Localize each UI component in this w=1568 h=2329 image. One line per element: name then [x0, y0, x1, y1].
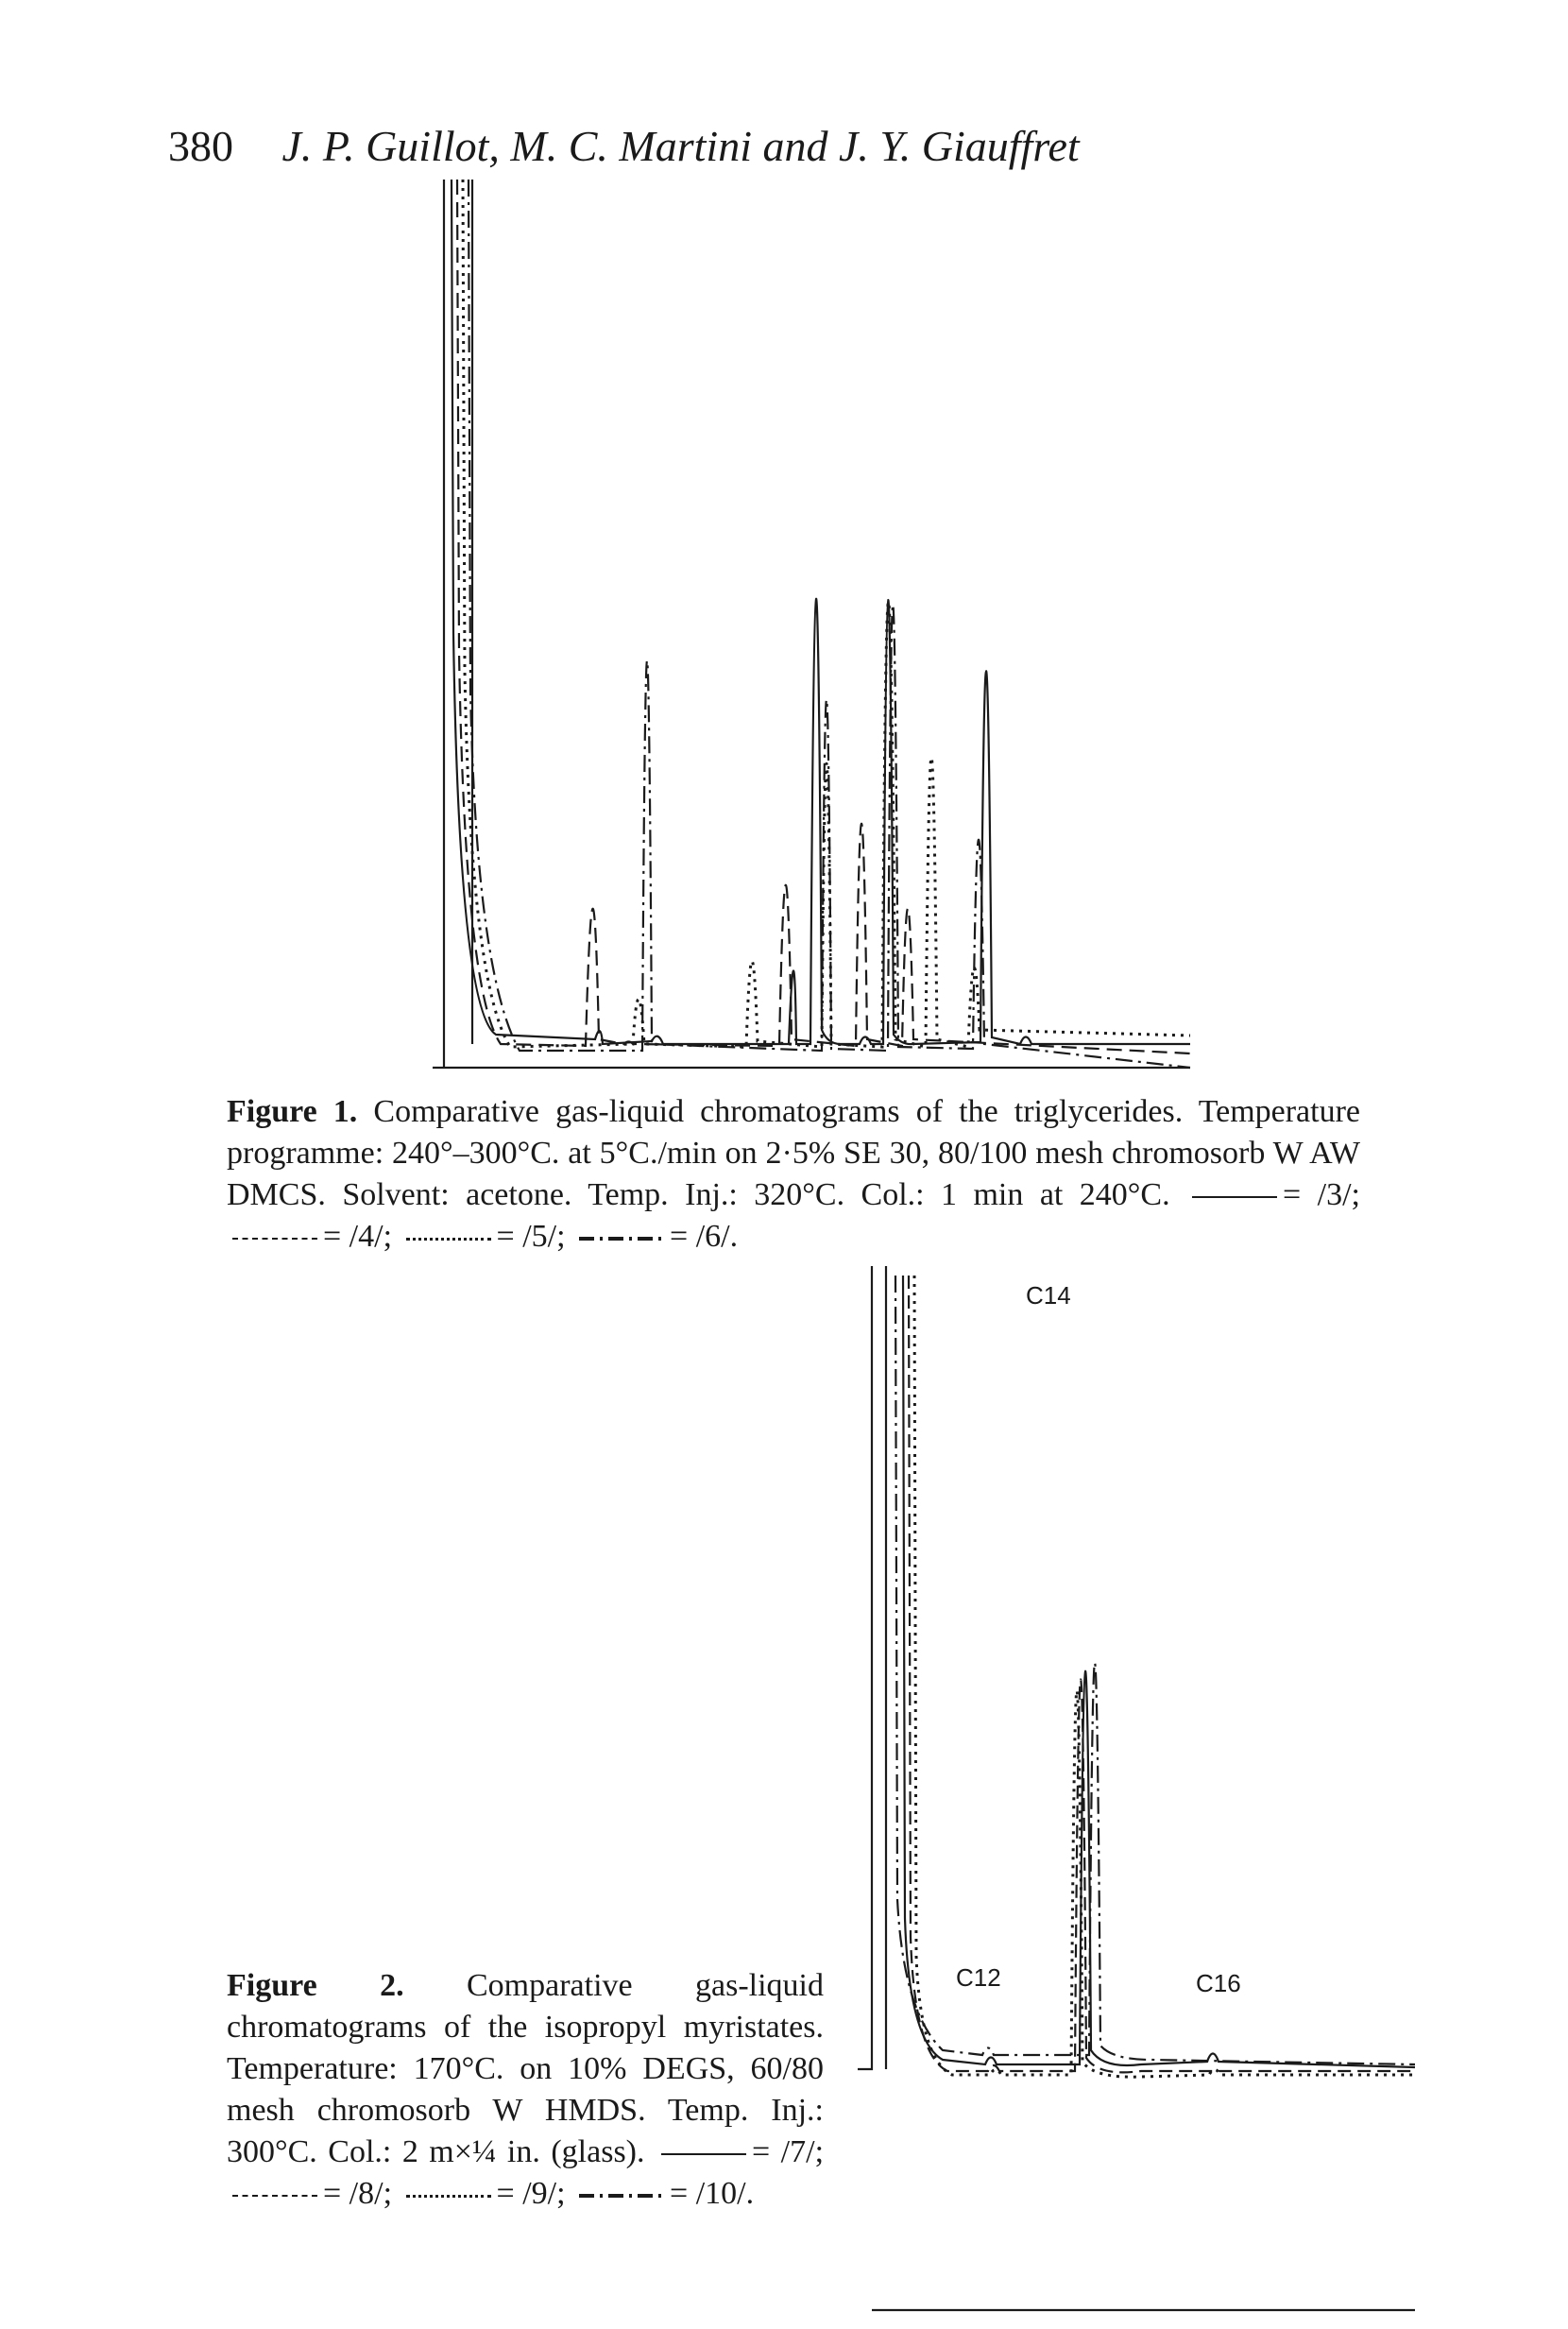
- fig2-trace-dotted: [914, 1276, 1415, 2077]
- figure-2-caption: [227, 1965, 824, 2215]
- legend-solid-sample: [1192, 1196, 1277, 1198]
- peak-label-c16: C16: [1196, 1969, 1241, 1997]
- legend-dashed-sample: [232, 1238, 317, 1240]
- fig2-trace-solid: [903, 1276, 1415, 2067]
- fig1-legend-ref-1: = /3/;: [1283, 1177, 1361, 1212]
- legend-dashdot-sample: [579, 1237, 664, 1241]
- legend-dotted-sample: [406, 2195, 491, 2198]
- authors: J. P. Guillot, M. C. Martini and J. Y. Giauffret: [281, 122, 1080, 170]
- figure-2-text: Comparative gas-liquid chromatograms of the isopropyl myristates. Temperature: 170°C. on 10% DEGS, 60/80 mesh chromosorb W HMDS. Temp. Inj.: 300°C. Col.: 2 m×¼ in. (glass).: [227, 1968, 824, 2169]
- fig1-legend-ref-4: = /6/.: [670, 1219, 739, 1254]
- fig2-trace-dashdot: [895, 1276, 1415, 2064]
- fig2-legend-ref-2: = /8/;: [323, 2176, 393, 2211]
- figure-1-chromatogram: [416, 161, 1209, 1087]
- fig2-trace-dashed: [909, 1276, 1415, 2072]
- figure-2-chromatogram: [858, 1257, 1424, 2329]
- page-number: 380: [168, 122, 233, 170]
- figure-1-label: Figure 1.: [227, 1094, 358, 1129]
- fig2-legend-ref-4: = /10/.: [670, 2176, 755, 2211]
- figure-2-label: Figure 2.: [227, 1968, 404, 2003]
- fig1-trace-solid: [452, 180, 1190, 1044]
- legend-dashdot-sample: [579, 2194, 664, 2198]
- fig2-axis: [858, 1266, 1415, 2310]
- figure-1-text: Comparative gas-liquid chromatograms of the triglycerides. Temperature programme: 240°–300°C. at 5°C./min on 2·5% SE 30, 80/100 mesh chromosorb W AW DMCS. Solvent: acetone. Temp. Inj.: 320°C. Col.: 1 min at 240°C.: [227, 1094, 1360, 1212]
- fig1-trace-dotted: [463, 180, 1190, 1047]
- fig1-legend-ref-2: = /4/;: [323, 1219, 393, 1254]
- legend-dotted-sample: [406, 1238, 491, 1241]
- figure-1-caption: [227, 1091, 1360, 1258]
- fig1-legend-ref-3: = /5/;: [496, 1219, 566, 1254]
- fig2-legend-ref-3: = /9/;: [496, 2176, 566, 2211]
- legend-solid-sample: [661, 2153, 746, 2155]
- peak-label-c14: C14: [1026, 1281, 1071, 1310]
- peak-label-c12: C12: [956, 1963, 1001, 1992]
- fig2-legend-ref-1: = /7/;: [752, 2134, 825, 2169]
- legend-dashed-sample: [232, 2195, 317, 2197]
